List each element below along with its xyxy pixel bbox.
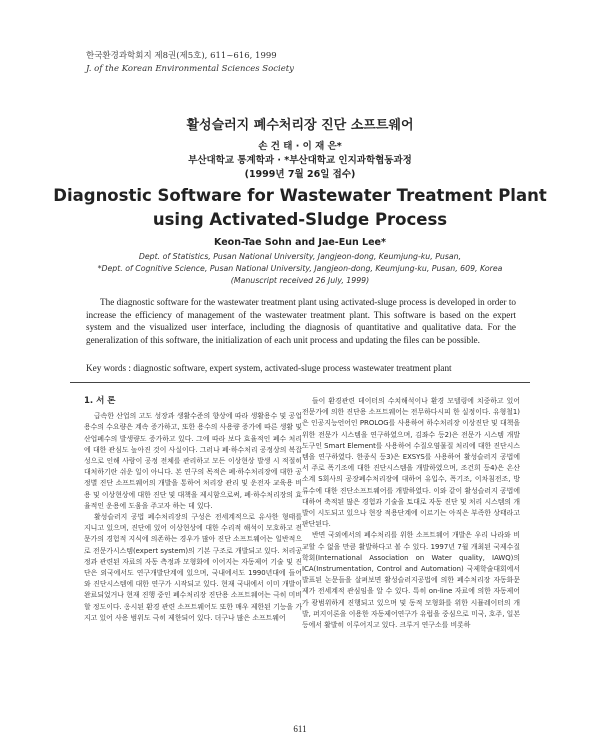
body-column-right: [302, 396, 520, 631]
journal-name-korean: 한국환경과학회지 제8권(제5호), 611~616, 1999: [86, 51, 277, 61]
affiliation-line: *Dept. of Cognitive Science, Pusan National University, Jangjeon-dong, Keumjung-ku, Pusan, 609, Korea: [97, 264, 503, 273]
korean-affiliation: 부산대학교 통계학과 · *부산대학교 인지과학협동과정: [188, 155, 412, 166]
divider: [70, 382, 530, 383]
abstract: The diagnostic software for the wastewater treatment plant using activated-sluge process is developed in order to increase the efficiency of management of the wastewater treatment plant. This software is based on the expert system and the visualized user interface, including the diagnosis of quantitative and qualitative data. For the generalization of this software, the initialization of each unit process and updating the files can be possible.: [86, 297, 516, 345]
body-paragraph: 반면 국외에서의 폐수처리를 위한 소프트웨어 개발은 우리 나라와 비교할 수 없을 만큼 활발하다고 볼 수 있다. 1997년 7월 개최된 국제수질학회(International Association on Water quality, IAWQ)의 ICA(Instrumentation, Control and Automation) 국제학술대회에서 발표된 논문들을 살펴보면 활성슬러지공법에 의한 폐수처리장 자동화문제가 전세계적 관심임을 알 수 있다. 특히 on-line 자료에 의한 자동제어가 광범위하게 진행되고 있으며 및 동적 모형화를 위한 시뮬레이터의 개발, 퍼지이론을 이용한 자동제어연구가 유럽을 중심으로 미국, 호주, 일본 등에서 활발히 이루어지고 있다. 크루거 연구소를 비롯하: [302, 531, 520, 630]
journal-header: [86, 50, 294, 76]
english-authors: Keon-Tae Sohn and Jae-Eun Lee*: [214, 237, 386, 248]
section-heading: 1. 서 론: [84, 396, 116, 406]
english-affiliations: [40, 251, 560, 287]
body-column-left: [84, 396, 302, 624]
keywords: Key words : diagnostic software, expert system, activated-sluge process wastewater treatment plant: [86, 363, 452, 373]
page-number: 611: [293, 724, 307, 734]
journal-name-english: J. of the Korean Environmental Sciences Society: [86, 64, 294, 74]
english-title-line-1: Diagnostic Software for Wastewater Treatment Plant: [53, 186, 547, 205]
english-title-line-2: using Activated-Sludge Process: [152, 210, 448, 229]
body-paragraph: 활성슬러지 공법 폐수처리장의 구성은 전세계적으로 유사한 형태를 지니고 있으며, 진단에 있어 이상현상에 대한 수리적 해석이 모호하고 전문가의 경험적 지식에 의존하는 경우가 많아 진단 소프트웨어는 일반적으로 전문가시스템(expert system)의 기본 구조로 개발되고 있다. 처리공정과 관련된 자료의 자동 측정과 모형화에 이어지는 자동제어 기술 및 진단은 외국에서도 연구개발단계에 있으며, 국내에서도 1990년대에 들어와 진단시스템에 대한 연구가 시작되고 있다. 현재 국내에서 이미 개발이 완료되었거나 현재 진행 중인 폐수처리장 진단용 소프트웨어는 극히 미비할 정도이다. 옹시된 환경 관련 소프트웨어도 또한 매우 제한된 기능을 가지고 있어 사용 범위도 극히 제한되어 있다. 더구나 많은 소프트웨어: [84, 513, 302, 622]
manuscript-received: (Manuscript received 26 July, 1999): [230, 276, 370, 285]
korean-received-date: (1999년 7월 26일 접수): [244, 169, 356, 180]
english-title: [0, 184, 600, 232]
affiliation-line: Dept. of Statistics, Pusan National University, Jangjeon-dong, Keumjung-ku, Pusan,: [138, 252, 462, 261]
korean-author-block: [0, 140, 600, 182]
korean-authors: 손 건 태 · 이 재 은*: [258, 141, 342, 152]
body-paragraph: 급속한 산업의 고도 성장과 생활수준의 향상에 따라 생활용수 및 공업용수의 수요량은 계속 증가하고, 또한 용수의 사용량 증가에 따른 생활 및 산업폐수의 발생량도 증가하고 있다. 그에 따라 보다 효율적인 폐수 처리에 대한 관심도 높아진 것이 사실이다. 그러나 폐·하수처리 공정상의 복잡성으로 인해 사람이 공정 전체를 관리하고 모든 이상현상 발생 시 적절히 대처하기란 쉬운 일이 아니다. 본 연구의 목적은 폐·하수처리장에 대한 공정별 진단 소프트웨어의 개발을 통하여 처리장 관리 및 운전자 교육용 비용 및 이상현상에 대한 진단 및 대책을 제시함으로써, 폐·하수처리장의 효율적인 운용에 도움을 주고자 하는 데 있다.: [84, 412, 302, 510]
korean-title: 활성슬러지 폐수처리장 진단 소프트웨어: [186, 118, 414, 133]
body-paragraph: 들이 환경관련 데이터의 수치해석이나 환경 모델링에 치중하고 있어 전문가에 의한 진단용 소프트웨어는 전무하다시피 한 실정이다. 유형철1)은 인공지능언어인 PROLOG를 사용하여 하수처리장 이상진단 및 대책을 위한 전문가 시스템을 연구하였으며, 김좌수 등2)은 전문가 시스템 개발 도구인 Smart Element를 사용하여 수질오염물질 처리에 대한 진단시스템을 연구하였다. 한종식 등3)은 EXSYS를 사용하여 활성슬러지 공법에서 주로 폭기조에 대한 진단시스템을 개발하였으며, 조건희 등4)은 온산소계 S회사의 공장폐수처리장에 대하여 유입수, 폭기조, 이차침전조, 방류수에 대한 진단소프트웨어를 개발하였다. 이와 같이 활성슬러지 공법에 대하여 축적된 많은 경험과 기술을 토대로 자동 진단 및 처리 시스템의 개발이 시도되고 있으나 현장 적용단계에 이르기는 아직은 부족한 상태라고 판단된다.: [302, 397, 520, 529]
